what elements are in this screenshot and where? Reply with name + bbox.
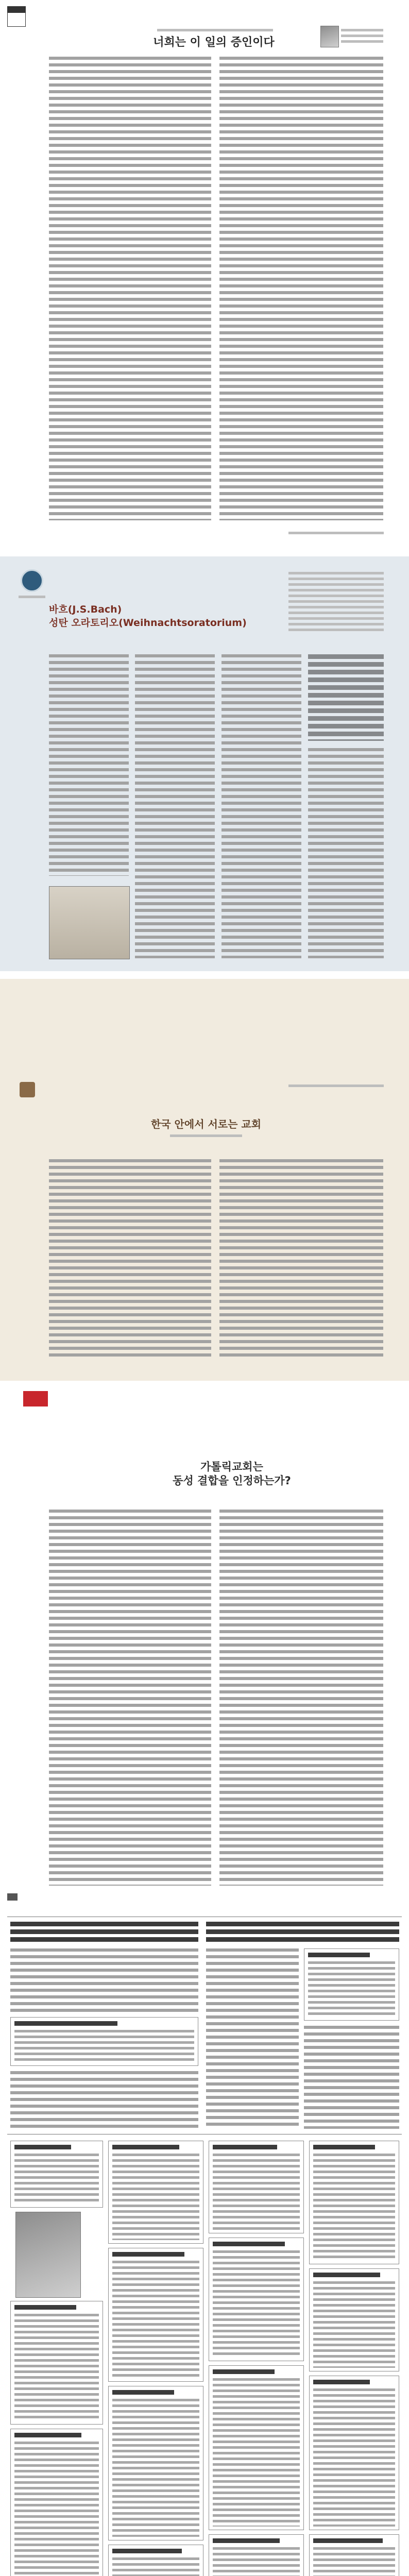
listing-heading: [213, 2145, 277, 2149]
church-icon: [20, 1082, 35, 1097]
body-column-1: [49, 1159, 211, 1358]
listing-box: [10, 2429, 103, 2576]
music-title-line-1: 바흐(J.S.Bach): [49, 604, 122, 615]
left-article-body-2: [10, 2071, 198, 2128]
left-article-headline: [10, 1922, 198, 1942]
listing-box: [108, 2545, 203, 2576]
listing-lines: [14, 2442, 99, 2576]
music-section: [0, 556, 409, 971]
listing-box: [108, 2248, 203, 2382]
listing-heading: [112, 2390, 174, 2395]
right-article-box: [304, 1948, 399, 2021]
qa-section: [0, 1391, 409, 1906]
listing-box: [10, 2301, 103, 2425]
author-photo: [320, 26, 339, 47]
listing-lines: [112, 2557, 199, 2576]
table-heading: [14, 2021, 117, 2026]
listing-box: [309, 2268, 399, 2371]
listing-lines: [313, 2388, 395, 2527]
listing-box: [108, 2141, 203, 2244]
listing-heading: [213, 2369, 275, 2374]
listing-lines: [313, 2154, 395, 2261]
listing-heading: [313, 2380, 370, 2384]
listing-heading: [112, 2549, 182, 2553]
body-column-1: [49, 654, 129, 876]
calendar-lines: [14, 2154, 99, 2204]
listing-lines: [213, 2250, 300, 2358]
listing-lines: [213, 2378, 300, 2527]
body-column-2: [219, 1159, 383, 1358]
table-lines: [14, 2030, 194, 2062]
caption-lines: [157, 29, 273, 32]
right-article-body-2: [304, 2026, 399, 2129]
subtitle-line: [170, 1134, 242, 1138]
column-logo-icon: [21, 569, 43, 592]
listings-section: [0, 1917, 409, 2576]
calendar-box: [10, 2141, 103, 2208]
article-title: 너희는 이 일의 증인이다: [153, 36, 275, 49]
body-column-2: [219, 57, 383, 520]
body-column-1: [49, 57, 211, 520]
listing-box: [209, 2365, 304, 2530]
body-column-1: [49, 1510, 211, 1886]
listing-box: [209, 2238, 304, 2361]
box-lines: [308, 1961, 395, 2017]
logo-caption-lines: [19, 596, 45, 599]
body-column-3: [221, 654, 301, 958]
listing-box: [209, 2534, 304, 2576]
listing-heading: [213, 2242, 285, 2246]
box-heading: [308, 1953, 370, 1957]
listing-heading: [112, 2145, 179, 2149]
qa-title-line-1: 가톨릭교회는: [200, 1461, 263, 1473]
listing-heading: [213, 2538, 280, 2543]
listing-box: [209, 2141, 304, 2233]
music-title-line-2: 성탄 오라토리오(Weihnachtsoratorium): [49, 617, 247, 629]
portrait-photo: [15, 2212, 81, 2298]
body-column-2: [219, 1510, 383, 1886]
section-tag: [23, 1391, 48, 1406]
meditation-section: [0, 0, 409, 549]
listing-heading: [112, 2252, 184, 2257]
calendar-heading: [14, 2145, 71, 2149]
listing-heading: [14, 2433, 81, 2437]
page-number-box: [7, 1893, 18, 1901]
listing-lines: [112, 2154, 199, 2240]
right-article-headline: [206, 1922, 399, 1942]
listing-lines: [112, 2261, 199, 2378]
author-line: [288, 1084, 384, 1088]
listing-lines: [112, 2399, 199, 2537]
listing-box: [108, 2386, 203, 2540]
qa-title-line-2: 동성 결합을 인정하는가?: [173, 1475, 291, 1487]
listing-lines: [213, 2547, 300, 2576]
footer-lines: [288, 532, 384, 535]
church-section: [0, 979, 409, 1381]
left-article-table: [10, 2017, 198, 2066]
listing-lines: [313, 2281, 395, 2368]
body-column-4: [308, 748, 384, 958]
listing-heading: [313, 2273, 380, 2277]
score-image: [49, 886, 130, 959]
author-info-lines: [288, 572, 384, 633]
track-list: [308, 654, 384, 741]
listing-lines: [313, 2547, 395, 2576]
listing-heading: [313, 2145, 375, 2149]
listing-lines: [14, 2314, 99, 2421]
right-article-body: [206, 1948, 299, 2129]
author-lines: [341, 29, 383, 45]
listing-box: [309, 2534, 399, 2576]
listing-box: [309, 2376, 399, 2530]
body-column-2: [135, 654, 215, 958]
issue-box: [7, 6, 26, 27]
listing-heading: [313, 2538, 383, 2543]
left-article-body: [10, 1948, 198, 2013]
listing-heading: [14, 2305, 76, 2310]
listing-lines: [213, 2154, 300, 2230]
church-title: 한국 안에서 서로는 교회: [150, 1118, 262, 1130]
listing-box: [309, 2141, 399, 2264]
